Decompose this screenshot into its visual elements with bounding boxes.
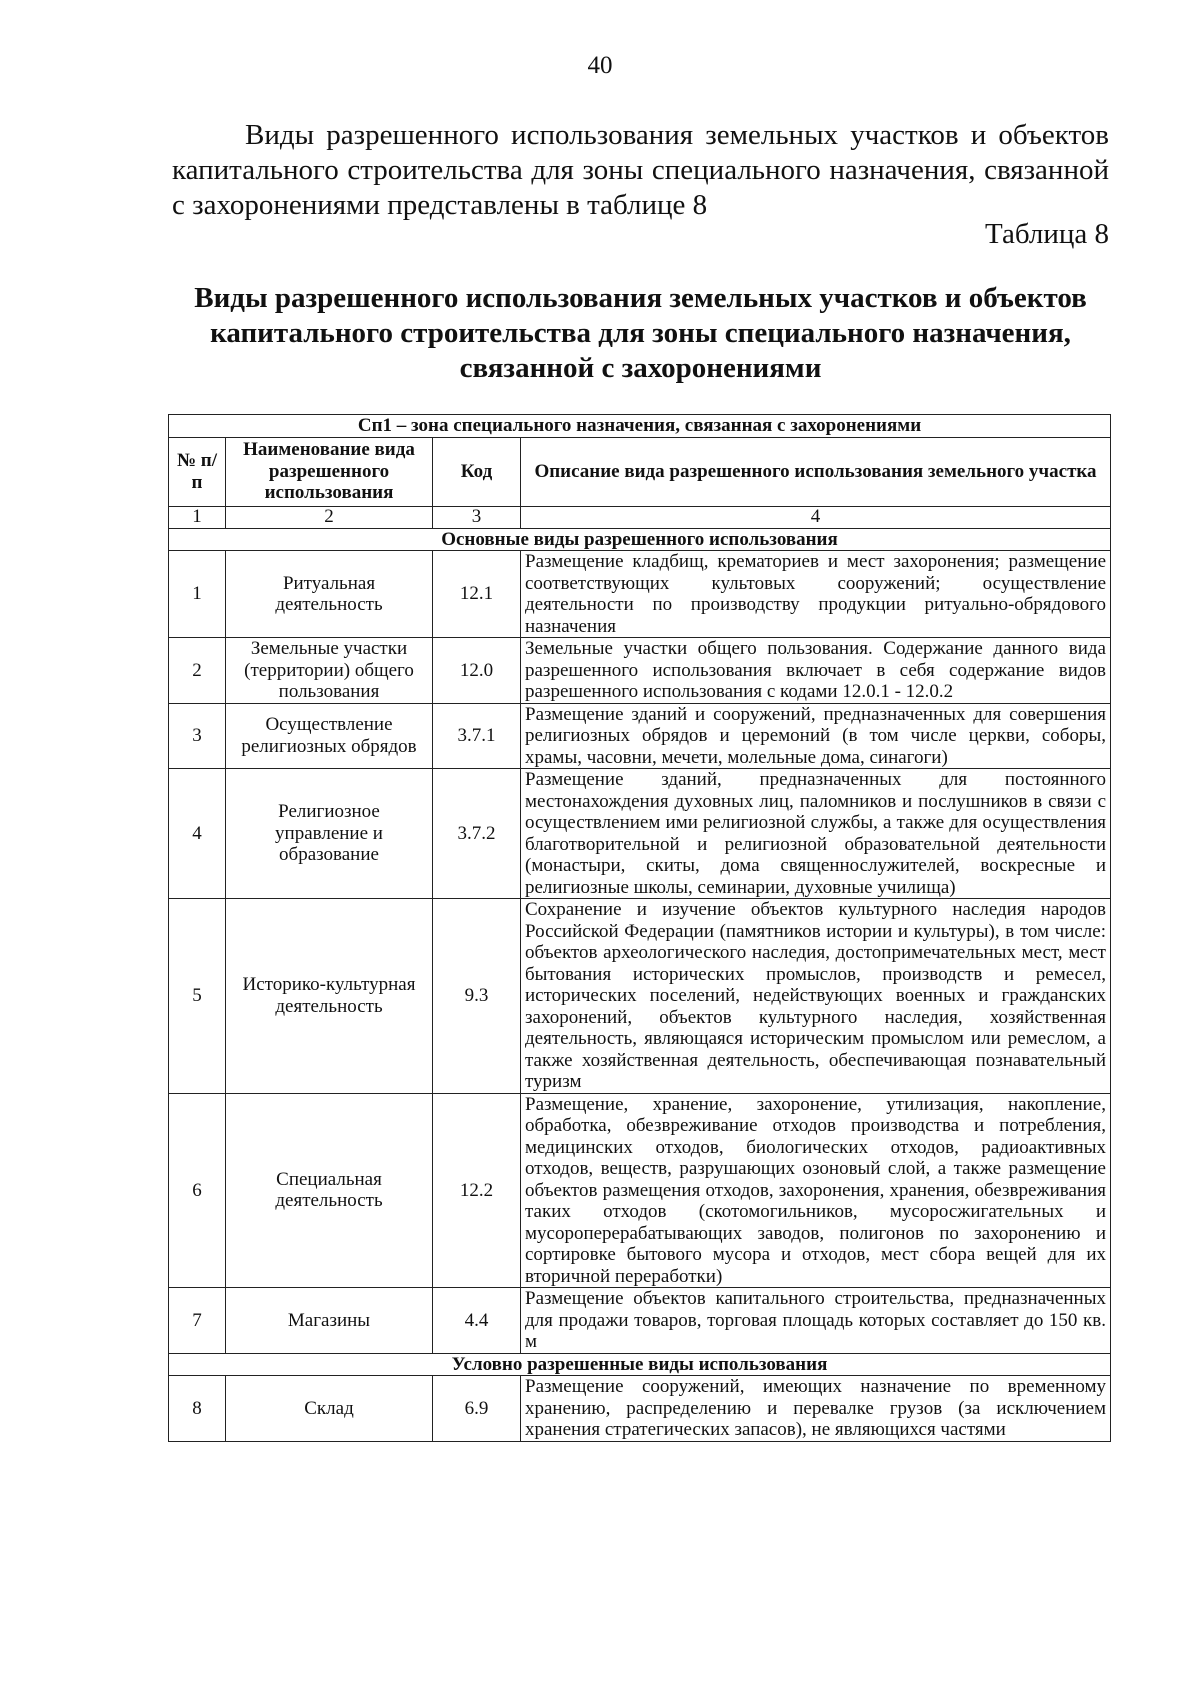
row-name: Осуществление религиозных обрядов [226, 703, 433, 769]
header-code: Код [433, 437, 521, 506]
col-number: 2 [226, 506, 433, 528]
row-name: Ритуальная деятельность [226, 551, 433, 638]
table-label: Таблица 8 [984, 218, 1109, 250]
row-num: 3 [169, 703, 226, 769]
table-row [169, 899, 1111, 1094]
row-num: 2 [169, 638, 226, 704]
table-row [169, 638, 1111, 704]
row-name: Склад [226, 1376, 433, 1442]
row-num: 8 [169, 1376, 226, 1442]
col-number: 4 [521, 506, 1111, 528]
table-title: Виды разрешенного использования земельных участков и объектов капитального строительства для зоны специального назначения, связанной с захоронениями [194, 282, 1087, 384]
table-row [169, 769, 1111, 899]
section-main-title: Основные виды разрешенного использования [169, 528, 1111, 551]
row-desc: Размещение зданий и сооружений, предназначенных для совершения религиозных обрядов и церемоний (в том числе церкви, соборы, храмы, часовни, мечети, молельные дома, синагоги) [521, 703, 1111, 769]
section-conditional-title: Условно разрешенные виды использования [169, 1353, 1111, 1376]
table-row [169, 1376, 1111, 1442]
row-desc: Размещение зданий, предназначенных для постоянного местонахождения духовных лиц, паломников и послушников в связи с осуществлением ими религиозной службы, а также для осуществления благотворительной и религиозной образовательной деятельности (монастыри, скиты, дома священнослужителей, воскресные и религиозные школы, семинарии, духовные училища) [521, 769, 1111, 899]
section-conditional-row [169, 1353, 1111, 1376]
row-code: 9.3 [433, 899, 521, 1094]
column-number-row [169, 506, 1111, 528]
row-desc: Размещение, хранение, захоронение, утилизация, накопление, обработка, обезвреживание отходов производства и потребления, медицинских отходов, биологических отходов, радиоактивных отходов, веществ, разрушающих озоновый слой, а также размещение объектов размещения отходов, захоронения, хранения, обезвреживания таких отходов (скотомогильников, мусоросжигательных и мусороперерабатывающих заводов, полигонов по захоронению и сортировке бытового мусора и отходов, мест сбора вещей для их вторичной переработки) [521, 1093, 1111, 1288]
table-row [169, 1288, 1111, 1354]
row-num: 1 [169, 551, 226, 638]
row-num: 4 [169, 769, 226, 899]
col-number: 1 [169, 506, 226, 528]
table-row [169, 1093, 1111, 1288]
header-desc: Описание вида разрешенного использования земельного участка [521, 437, 1111, 506]
row-code: 6.9 [433, 1376, 521, 1442]
row-num: 6 [169, 1093, 226, 1288]
row-code: 4.4 [433, 1288, 521, 1354]
zone-title: Сп1 – зона специального назначения, связанная с захоронениями [169, 415, 1111, 438]
row-desc: Размещение сооружений, имеющих назначение по временному хранению, распределению и перевалке грузов (за исключением хранения стратегических запасов), не являющихся частями [521, 1376, 1111, 1442]
row-name: Магазины [226, 1288, 433, 1354]
row-num: 7 [169, 1288, 226, 1354]
row-code: 3.7.1 [433, 703, 521, 769]
header-name: Наименование вида разрешенного использования [226, 437, 433, 506]
row-code: 12.1 [433, 551, 521, 638]
section-main-row [169, 528, 1111, 551]
col-number: 3 [433, 506, 521, 528]
row-code: 12.2 [433, 1093, 521, 1288]
row-desc: Земельные участки общего пользования. Содержание данного вида разрешенного использования включает в себя содержание видов разрешенного использования с кодами 12.0.1 - 12.0.2 [521, 638, 1111, 704]
row-desc: Размещение кладбищ, крематориев и мест захоронения; размещение соответствующих культовых сооружений; осуществление деятельности по производству продукции ритуально-обрядового назначения [521, 551, 1111, 638]
row-name: Специальная деятельность [226, 1093, 433, 1288]
row-name: Историко-культурная деятельность [226, 899, 433, 1094]
row-name: Земельные участки (территории) общего пользования [226, 638, 433, 704]
zone-header-row [169, 415, 1111, 438]
header-num: № п/п [169, 437, 226, 506]
row-code: 12.0 [433, 638, 521, 704]
table-row [169, 703, 1111, 769]
row-num: 5 [169, 899, 226, 1094]
table-row [169, 551, 1111, 638]
row-code: 3.7.2 [433, 769, 521, 899]
row-desc: Сохранение и изучение объектов культурного наследия народов Российской Федерации (памятников истории и культуры), в том числе: объектов археологического наследия, достопримечательных мест, мест бытования исторических промыслов, производств и ремесел, исторических поселений, недействующих военных и гражданских захоронений, объектов культурного наследия, хозяйственная деятельность, являющаяся историческим промыслом или ремеслом, а также хозяйственная деятельность, обеспечивающая познавательный туризм [521, 899, 1111, 1094]
intro-paragraph: Виды разрешенного использования земельных участков и объектов капитального строительства для зоны специального назначения, связанной с захоронениями представлены в таблице 8 [172, 119, 1109, 221]
row-name: Религиозное управление и образование [226, 769, 433, 899]
column-header-row [169, 437, 1111, 506]
page-number: 40 [587, 52, 613, 79]
land-use-table [168, 414, 1111, 1442]
row-desc: Размещение объектов капитального строительства, предназначенных для продажи товаров, торговая площадь которых составляет до 150 кв. м [521, 1288, 1111, 1354]
